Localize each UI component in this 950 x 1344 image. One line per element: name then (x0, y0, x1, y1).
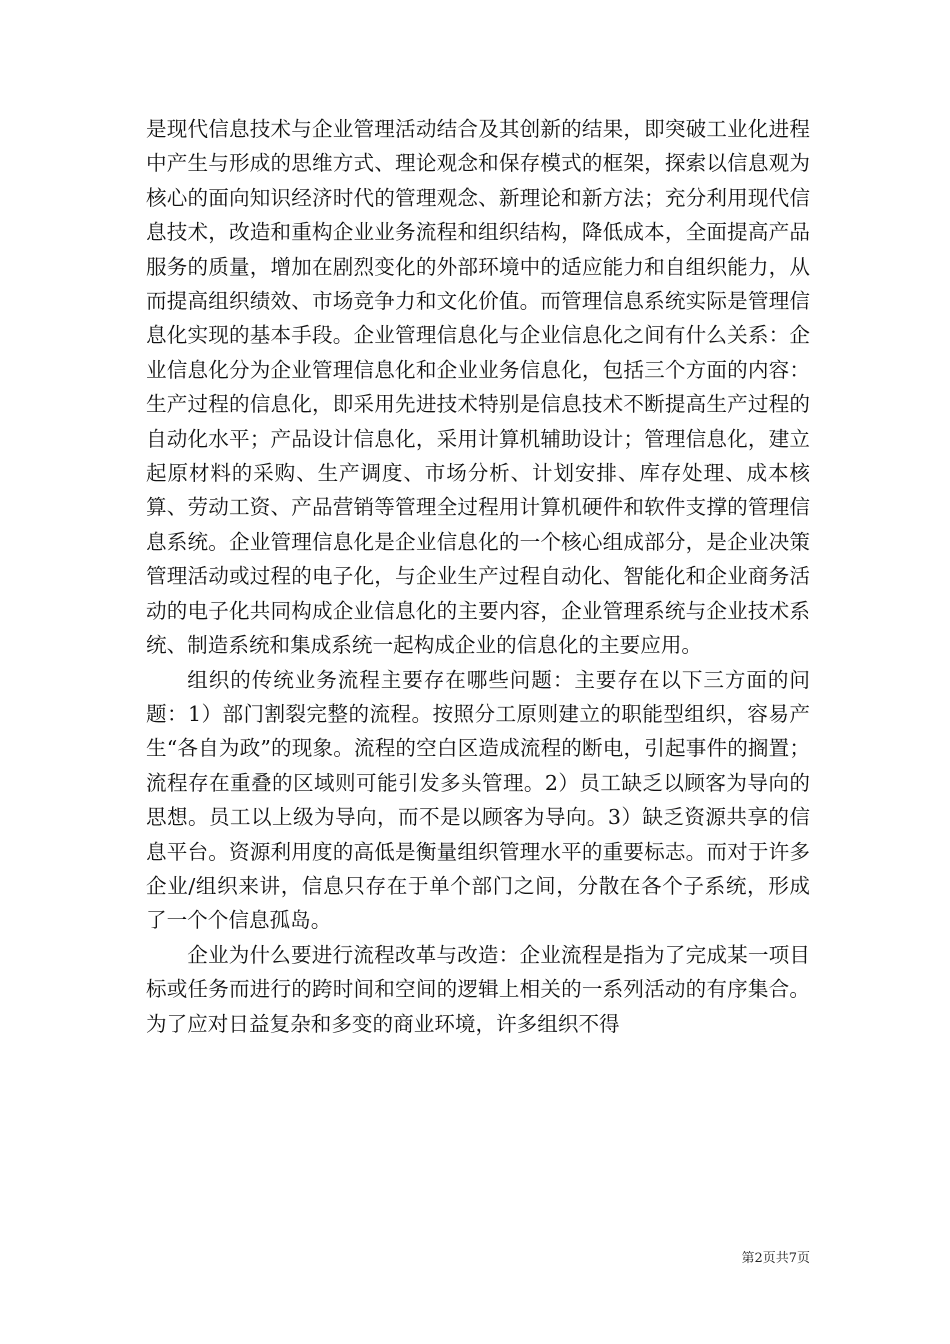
paragraph-business-process-problems: 组织的传统业务流程主要存在哪些问题：主要存在以下三方面的问题：1）部门割裂完整的流程。按照分工原则建立的职能型组织，容易产生“各自为政”的现象。流程的空白区造成流程的断电，引起事件的搁置；流程存在重叠的区域则可能引发多头管理。2）员工缺乏以顾客为导向的思想。员工以上级为导向，而不是以顾客为导向。3）缺乏资源共享的信息平台。资源利用度的高低是衡量组织管理水平的重要标志。而对于许多企业/组织来讲，信息只存在于单个部门之间，分散在各个子系统，形成了一个个信息孤岛。 (146, 667, 810, 933)
paragraph-process-reform: 企业为什么要进行流程改革与改造：企业流程是指为了完成某一项目标或任务而进行的跨时间和空间的逻辑上相关的一系列活动的有序集合。为了应对日益复杂和多变的商业环境，许多组织不得 (146, 942, 810, 1036)
paragraph-continued: 是现代信息技术与企业管理活动结合及其创新的结果，即突破工业化进程中产生与形成的思维方式、理论观念和保存模式的框架，探索以信息观为核心的面向知识经济时代的管理观念、新理论和新方法；充分利用现代信息技术，改造和重构企业业务流程和组织结构，降低成本，全面提高产品服务的质量，增加在剧烈变化的外部环境中的适应能力和自组织能力，从而提高组织绩效、市场竞争力和文化价值。而管理信息系统实际是管理信息化实现的基本手段。企业管理信息化与企业信息化之间有什么关系：企业信息化分为企业管理信息化和企业业务信息化，包括三个方面的内容：生产过程的信息化，即采用先进技术特别是信息技术不断提高生产过程的自动化水平；产品设计信息化，采用计算机辅助设计；管理信息化，建立起原材料的采购、生产调度、市场分析、计划安排、库存处理、成本核算、劳动工资、产品营销等管理全过程用计算机硬件和软件支撑的管理信息系统。企业管理信息化是企业信息化的一个核心组成部分，是企业决策管理活动或过程的电子化，与企业生产过程自动化、智能化和企业商务活动的电子化共同构成企业信息化的主要内容，企业管理系统与企业技术系统、制造系统和集成系统一起构成企业的信息化的主要应用。 (146, 117, 810, 658)
page-number-footer: 第2页共7页 (741, 1251, 810, 1266)
body-text (146, 112, 810, 1041)
